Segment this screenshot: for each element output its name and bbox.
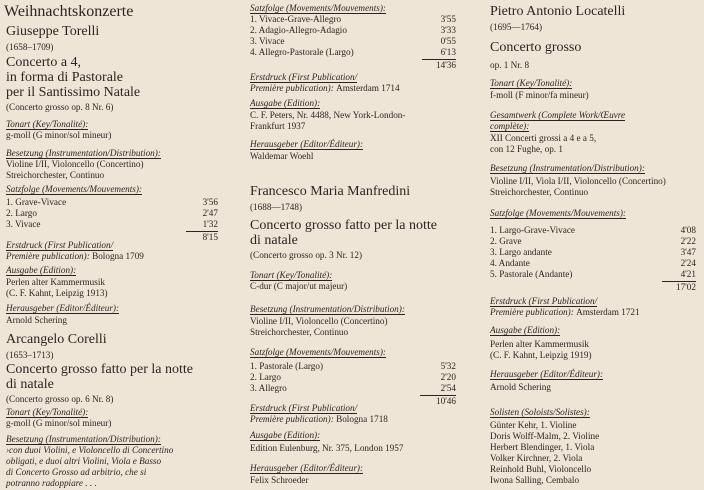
editor-label: Herausgeber (Editor/Éditeur): — [490, 369, 604, 379]
firstpub-value: Amsterdam 1714 — [336, 83, 400, 93]
editor-label: Herausgeber (Editor/Éditeur): — [6, 303, 120, 313]
work-title-line: di natale — [6, 377, 54, 392]
movement-row: 2. Grave 2'22 — [490, 236, 696, 246]
movement-row: 3. Vivace 1'32 — [6, 219, 218, 229]
soloist-line: Herbert Blendinger, 1. Viola — [490, 442, 595, 452]
edition-label: Ausgabe (Edition): — [6, 265, 77, 275]
work-title-line: di natale — [250, 233, 298, 248]
composer-dates: (1653–1713) — [6, 350, 54, 360]
key-value: C-dur (C major/ut majeur) — [250, 281, 348, 291]
complete-work-line: con 12 Fughe, op. 1 — [490, 144, 563, 154]
scoring-line: Violine I/II, Violoncello (Concertino) — [6, 159, 144, 169]
editor-label: Herausgeber (Editor/Éditeur): — [250, 139, 364, 149]
complete-work-line: XII Concerti grossi a 4 e a 5, — [490, 133, 597, 143]
soloist-line: Reinhold Buhl, Violoncello — [490, 464, 592, 474]
complete-work-label: complète): — [490, 121, 530, 131]
firstpub-label: Erstdruck (First Publication/ — [6, 240, 114, 250]
work-subtitle: op. 1 Nr. 8 — [490, 60, 530, 70]
movement-row: 1. Vivace-Grave-Allegro 3'55 — [250, 14, 456, 24]
work-title-line: per il Santissimo Natale — [6, 85, 141, 100]
soloist-line: Iwona Salling, Cembalo — [490, 475, 580, 485]
edition-label: Ausgabe (Edition): — [250, 98, 321, 108]
scoring-label: Besetzung (Instrumentation/Distribution): — [6, 434, 161, 444]
edition-label: Ausgabe (Edition): — [490, 325, 561, 335]
editor-value: Waldemar Woehl — [250, 151, 314, 161]
key-label: Tonart (Key/Tonalité): — [6, 119, 89, 129]
movements-label: Satzfolge (Movements/Mouvements): — [250, 3, 386, 13]
total-duration: 8'15 — [202, 232, 218, 242]
composer-name: Giuseppe Torelli — [6, 24, 100, 39]
scoring-line: di Concerto Grosso ad arbitrio, che si — [6, 467, 147, 477]
key-label: Tonart (Key/Tonalité): — [490, 78, 573, 88]
work-title: Concerto grosso — [490, 40, 582, 55]
movement-row: 2. Adagio-Allegro-Adagio 3'33 — [250, 25, 456, 35]
work-title-line: in forma di Pastorale — [6, 70, 124, 85]
scoring-line: potranno radoppiare . . . — [6, 478, 97, 488]
firstpub-label: Erstdruck (First Publication/ — [490, 296, 598, 306]
movement-row: 4. Allegro-Pastorale (Largo) 6'13 — [250, 47, 456, 57]
edition-line: C. F. Peters, Nr. 4488, New York-London- — [250, 110, 406, 120]
movement-row: 3. Vivace 0'55 — [250, 36, 456, 46]
work-subtitle: (Concerto grosso op. 3 Nr. 12) — [250, 250, 363, 260]
firstpub-label: Erstdruck (First Publication/ — [250, 403, 358, 413]
firstpub-label: Première publication): — [250, 83, 334, 93]
movement-row: 2. Largo 2'47 — [6, 208, 218, 218]
movement-row: 3. Allegro 2'54 — [250, 383, 456, 393]
key-label: Tonart (Key/Tonalité): — [250, 270, 333, 280]
key-value: f-moll (F minor/fa mineur) — [490, 90, 589, 100]
movements-label: Satzfolge (Movements/Mouvements): — [6, 184, 142, 194]
work-title-line: Concerto a 4, — [6, 55, 82, 70]
total-duration: 14'36 — [435, 60, 456, 70]
scoring-label: Besetzung (Instrumentation/Distribution): — [490, 163, 645, 173]
editor-value: Arnold Schering — [6, 315, 67, 325]
movements-label: Satzfolge (Movements/Mouvements): — [490, 208, 626, 218]
scoring-line: ›con duoi Violini, e Violoncello di Concertino — [6, 445, 174, 455]
key-value: g-moll (G minor/sol mineur) — [6, 130, 112, 140]
movements-label: Satzfolge (Movements/Mouvements): — [250, 347, 386, 357]
composer-dates: (1688—1748) — [250, 202, 303, 212]
editor-label: Herausgeber (Editor/Éditeur): — [250, 463, 364, 473]
scoring-line: Violine I/II, Viola I/II, Violoncello (Concertino) — [490, 176, 666, 186]
composer-dates: (1658–1709) — [6, 42, 54, 52]
key-label: Tonart (Key/Tonalité): — [6, 407, 89, 417]
scoring-line: obligati, e duoi altri Violini, Viola e Basso — [6, 456, 162, 466]
scoring-line: Streichorchester, Continuo — [250, 327, 349, 337]
work-subtitle: (Concerto grosso op. 6 Nr. 8) — [6, 394, 114, 404]
composer-name: Arcangelo Corelli — [6, 332, 107, 347]
movement-row: 1. Largo-Grave-Vivace 4'08 — [490, 225, 696, 235]
scoring-line: Streichorchester, Continuo — [490, 187, 589, 197]
edition-line: Frankfurt 1937 — [250, 121, 306, 131]
movement-row: 1. Grave-Vivace 3'56 — [6, 197, 218, 207]
firstpub-label: Erstdruck (First Publication/ — [250, 72, 358, 82]
composer-name: Pietro Antonio Locatelli — [490, 4, 626, 19]
soloists-label: Solisten (Soloists/Solistes): — [490, 407, 590, 417]
edition-line: Perlen alter Kammermusik — [490, 339, 589, 349]
movement-row: 5. Pastorale (Andante) 4'21 — [490, 269, 696, 279]
soloist-line: Doris Wolff-Malm, 2. Violine — [490, 431, 600, 441]
edition-label: Ausgabe (Edition): — [250, 430, 321, 440]
firstpub-value: Bologna 1709 — [92, 251, 144, 261]
soloist-line: Günter Kehr, 1. Violine — [490, 420, 577, 430]
movement-row: 4. Andante 2'24 — [490, 258, 696, 268]
firstpub-label: Première publication): — [490, 307, 574, 317]
work-title-line: Concerto grosso fatto per la notte — [6, 362, 194, 377]
work-title-line: Concerto grosso fatto per la notte — [250, 218, 438, 233]
movement-row: 3. Largo andante 3'47 — [490, 247, 696, 257]
firstpub-value: Bologna 1718 — [336, 414, 388, 424]
editor-value: Arnold Schering — [490, 382, 551, 392]
scoring-line: Streichorchester, Continuo — [6, 170, 105, 180]
edition-value: Edition Eulenburg, Nr. 375, London 1957 — [250, 443, 404, 453]
firstpub-label: Première publication): — [250, 414, 334, 424]
total-duration: 17'02 — [675, 282, 696, 292]
soloist-line: Volker Kirchner, 2. Viola — [490, 453, 583, 463]
movement-row: 2. Largo 2'20 — [250, 372, 456, 382]
composer-dates: (1695—1764) — [490, 22, 543, 32]
key-value: g-moll (G minor/sol mineur) — [6, 418, 112, 428]
editor-value: Felix Schroeder — [250, 475, 309, 485]
movement-row: 1. Pastorale (Largo) 5'32 — [250, 361, 456, 371]
firstpub-value: Amsterdam 1721 — [576, 307, 640, 317]
complete-work-label: Gesamtwerk (Complete Work/Œuvre — [490, 110, 626, 120]
scoring-label: Besetzung (Instrumentation/Distribution): — [250, 304, 405, 314]
edition-line: (C. F. Kahnt, Leipzig 1913) — [6, 288, 108, 298]
total-duration: 10'46 — [435, 396, 456, 406]
composer-name: Francesco Maria Manfredini — [250, 184, 411, 199]
edition-line: Perlen alter Kammermusik — [6, 277, 105, 287]
edition-line: (C. F. Kahnt, Leipzig 1919) — [490, 350, 592, 360]
work-subtitle: (Concerto grosso op. 8 Nr. 6) — [6, 102, 114, 112]
firstpub-label: Première publication): — [6, 251, 90, 261]
scoring-line: Violine I/II, Violoncello (Concertino) — [250, 316, 388, 326]
page-header: Weihnachtskonzerte — [4, 3, 134, 20]
scoring-label: Besetzung (Instrumentation/Distribution): — [6, 148, 161, 158]
